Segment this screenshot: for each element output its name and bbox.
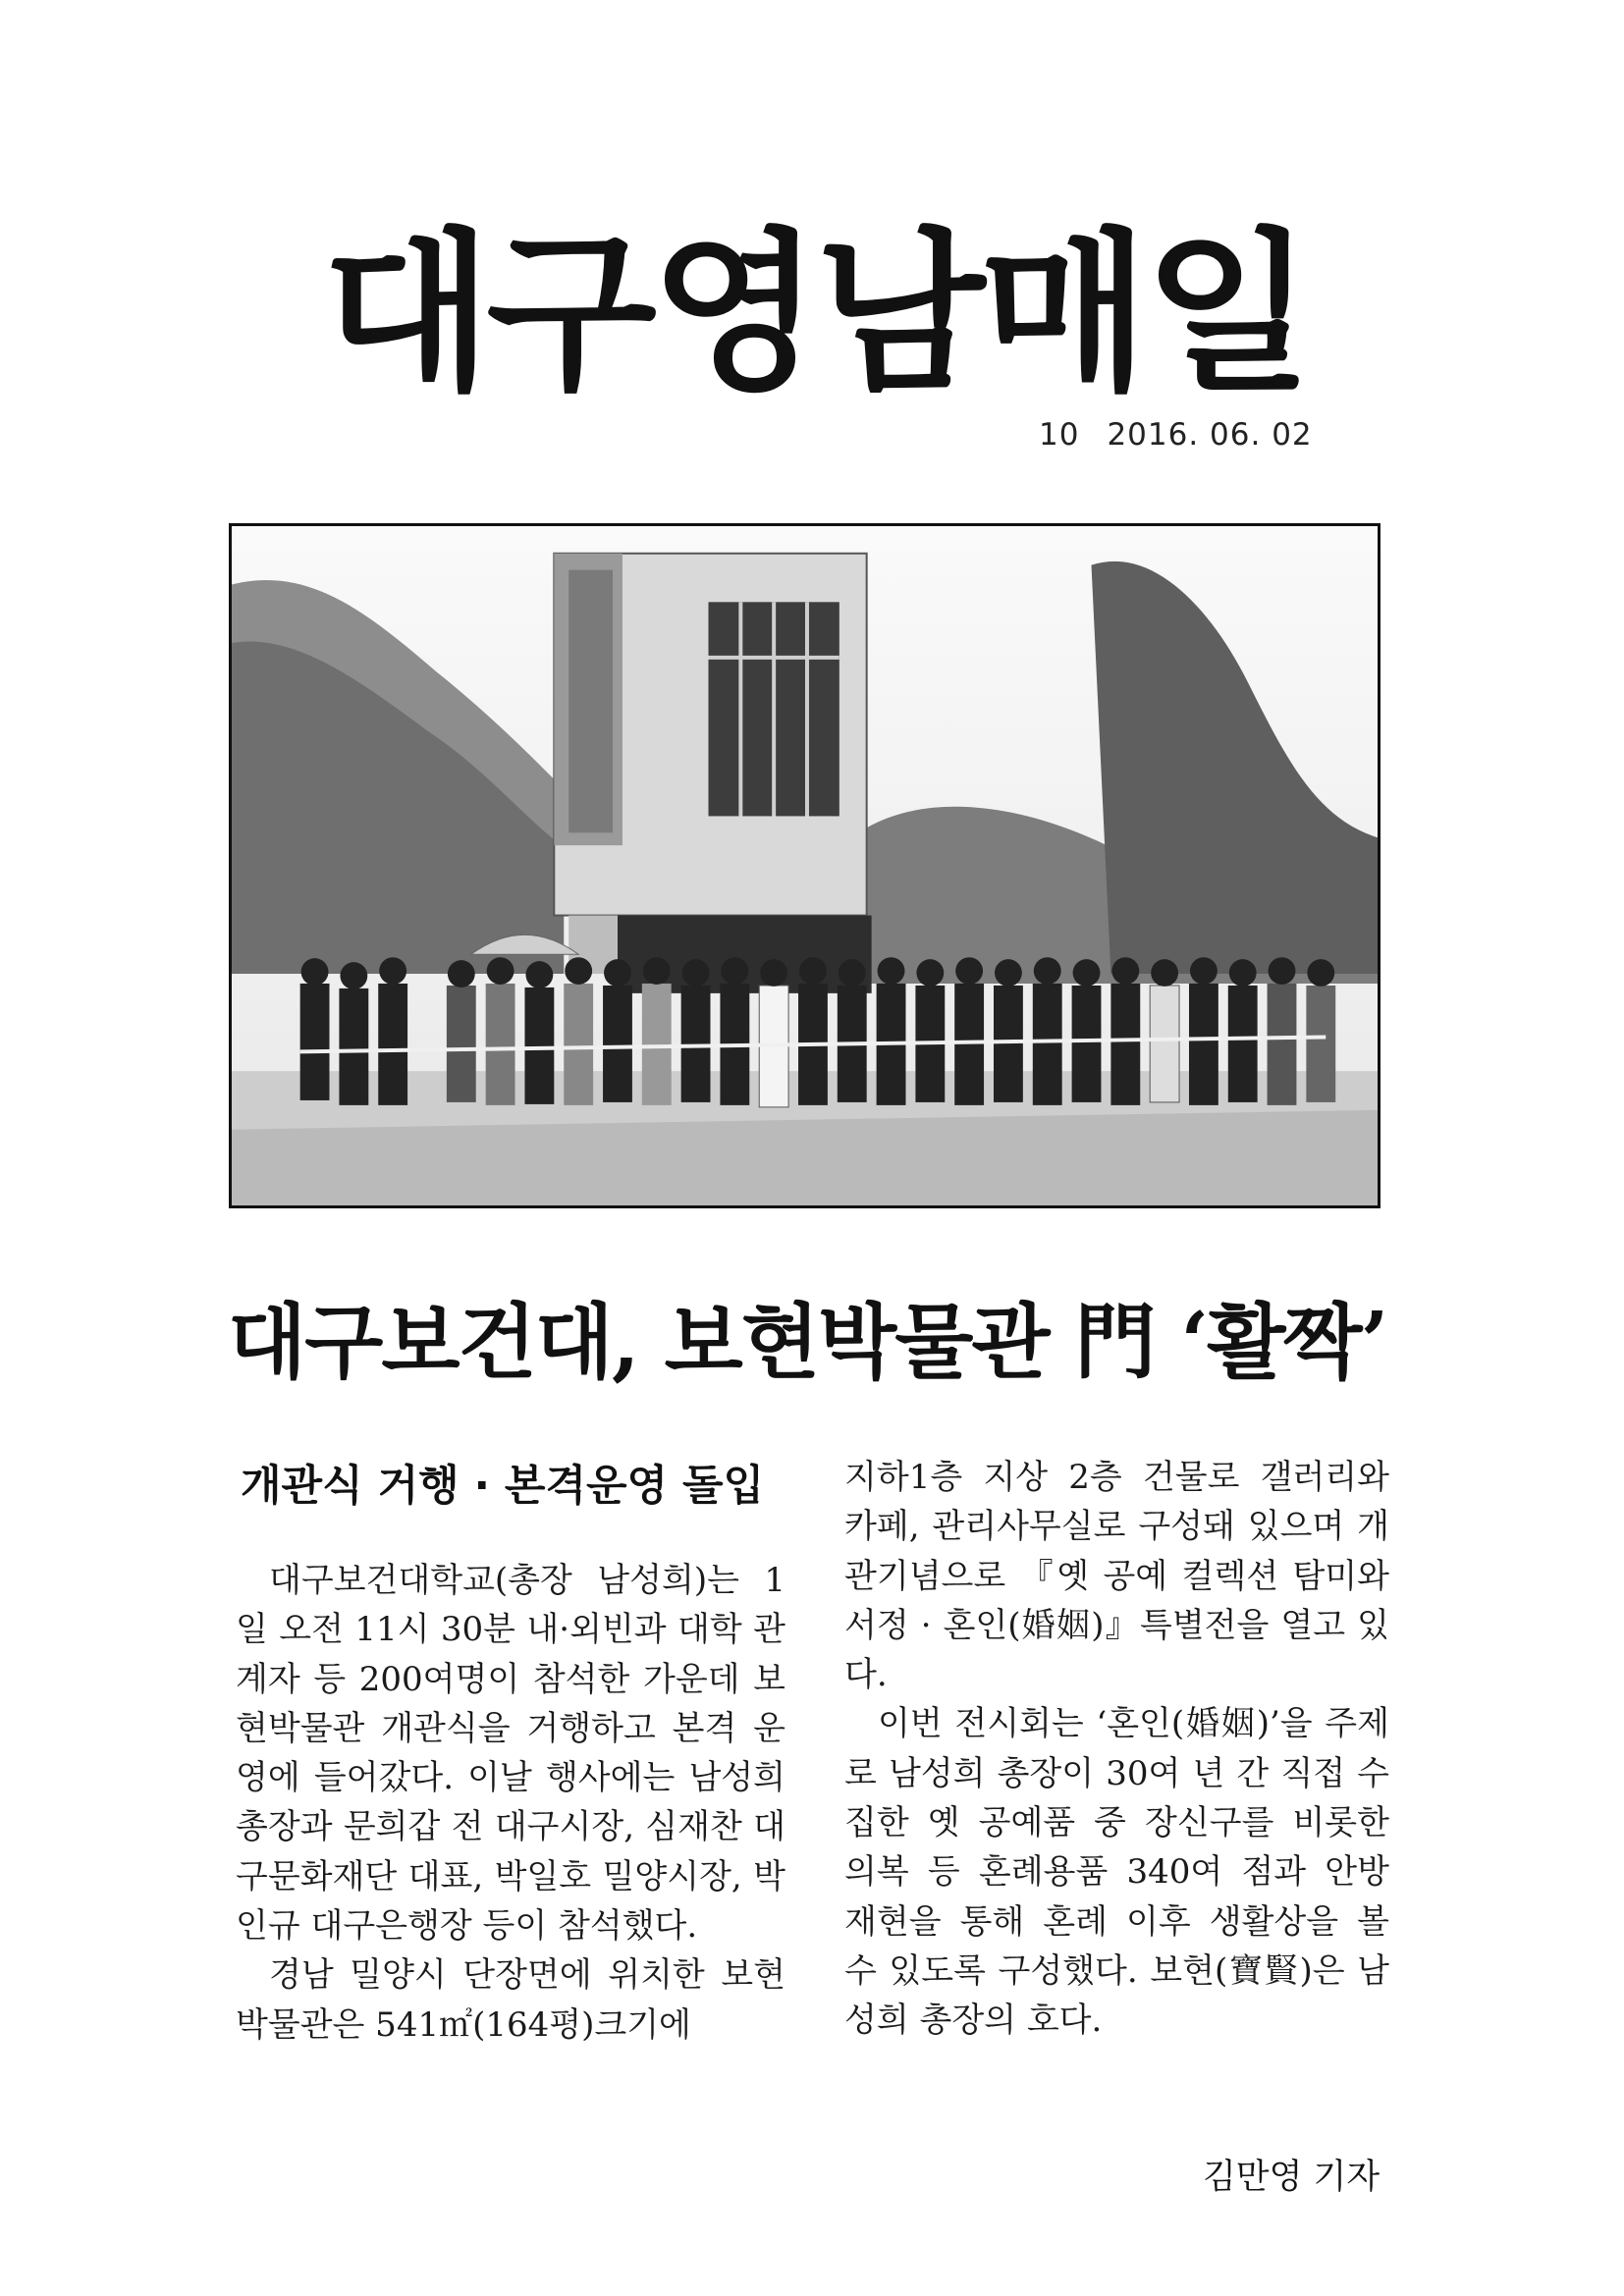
dateline	[1039, 417, 1313, 453]
article-column-left	[236, 1556, 785, 2050]
article-byline: 김만영 기자	[1203, 2158, 1380, 2197]
article-headline: 대구보건대, 보현박물관 門 ‘활짝’	[228, 1294, 1387, 1390]
article-photo	[229, 523, 1380, 1208]
masthead	[324, 201, 1306, 427]
photo-image	[232, 526, 1378, 1205]
masthead-title: 대구영남매일	[322, 213, 1308, 414]
article-paragraph: 대구보건대학교(총장 남성희)는 1일 오전 11시 30분 내·외빈과 대학 관계자 등 200여명이 참석한 가운데 보현박물관 개관식을 거행하고 본격 운영에 들어갔다. 이날 행사에는 남성희 총장과 문희갑 전 대구시장, 심재찬 대구문화재단 대표, 박일호 밀양시장, 박인규 대구은행장 등이 참석했다.	[236, 1561, 785, 1947]
publication-date: 2016. 06. 02	[1107, 417, 1313, 453]
article-paragraph: 이번 전시회는 ‘혼인(婚姻)’을 주제로 남성희 총장이 30여 년 간 직접 수집한 옛 공예품 중 장신구를 비롯한 의복 등 혼례용품 340여 점과 안방 재현을 통해 혼례 이후 생활상을 볼 수 있도록 구성했다. 보현(寶賢)은 남성희 총장의 호다.	[844, 1704, 1389, 2041]
page-number: 10	[1039, 417, 1080, 453]
article-column-right	[844, 1453, 1389, 2046]
article-subhead: 개관식 거행 · 본격운영 돌입	[241, 1462, 765, 1511]
article-paragraph: 지하1층 지상 2층 건물로 갤러리와 카페, 관리사무실로 구성돼 있으며 개관기념으로 『옛 공예 컬렉션 탐미와 서정 · 혼인(婚姻)』특별전을 열고 있다.	[844, 1458, 1389, 1695]
article-paragraph: 경남 밀양시 단장면에 위치한 보현박물관은 541㎡(164평)크기에	[236, 1955, 785, 2045]
